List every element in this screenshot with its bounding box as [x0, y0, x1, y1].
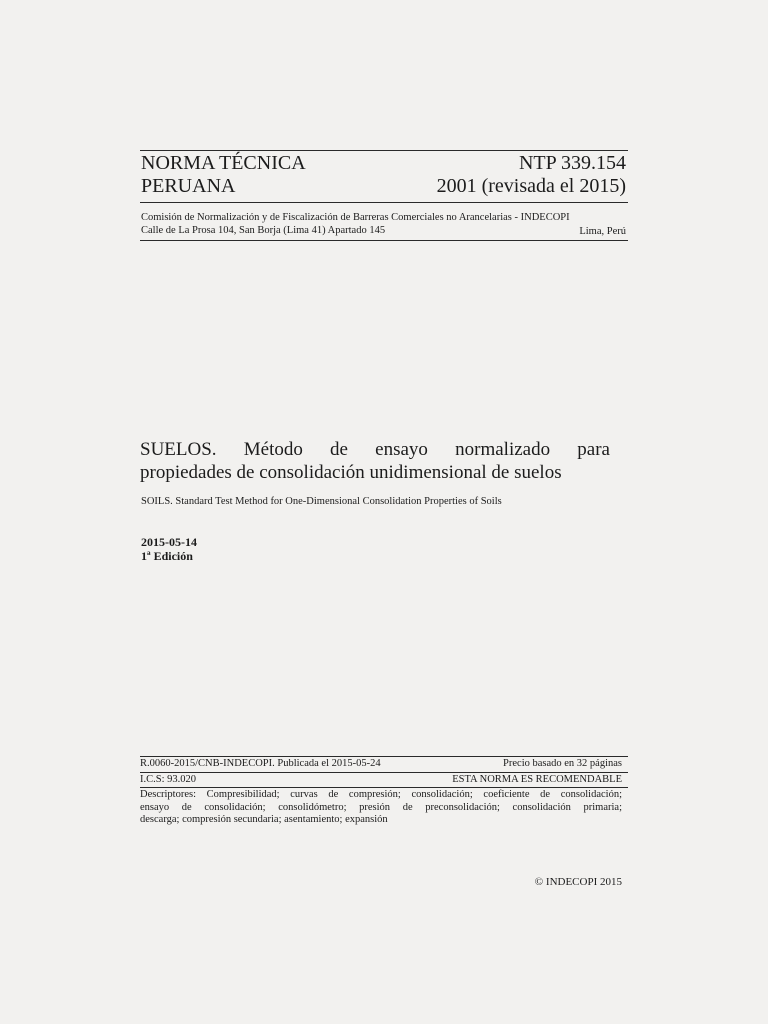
standard-type-line1: NORMA TÉCNICA: [141, 152, 306, 174]
standard-type-line2: PERUANA: [141, 175, 236, 197]
standard-number: NTP 339.154: [518, 152, 626, 174]
descriptors-line2: ensayo de consolidación; consolidómetro; presión de preconsolidación; consolidación primaria;: [140, 801, 622, 813]
resolution-text: R.0060-2015/CNB-INDECOPI. Publicada el 2015-05-24: [140, 758, 381, 769]
footer-row-resolution: [140, 758, 622, 770]
commission-rule: [140, 240, 628, 241]
price-text: Precio basado en 32 páginas: [503, 758, 622, 769]
descriptors: [140, 789, 622, 827]
title-line2: propiedades de consolidación unidimensional de suelos: [140, 462, 562, 483]
header-bottom-rule: [140, 202, 628, 203]
header-top-rule: [140, 150, 628, 151]
footer-bottom-rule: [140, 787, 628, 788]
recommendation-text: ESTA NORMA ES RECOMENDABLE: [452, 774, 622, 785]
descriptors-line3: descarga; compresión secundaria; asentamiento; expansión: [140, 814, 388, 825]
edition-date: 2015-05-14: [141, 535, 197, 549]
copyright: © INDECOPI 2015: [534, 876, 622, 888]
footer-middle-rule: [140, 772, 628, 773]
standard-revision: 2001 (revisada el 2015): [436, 175, 626, 197]
descriptors-line1: Descriptores: Compresibilidad; curvas de compresión; consolidación; coeficiente de consolidación;: [140, 789, 622, 800]
commission-city: Lima, Perú: [579, 226, 626, 237]
commission-name: Comisión de Normalización y de Fiscalización de Barreras Comerciales no Arancelarias - INDECOPI: [141, 212, 570, 223]
ics-text: I.C.S: 93.020: [140, 774, 197, 785]
title-english: SOILS. Standard Test Method for One-Dimensional Consolidation Properties of Soils: [141, 496, 502, 507]
edition-number: 1ª Edición: [141, 549, 193, 563]
footer-top-rule: [140, 756, 628, 757]
footer-row-ics: [140, 774, 622, 786]
title-line1: SUELOS. Método de ensayo normalizado para: [140, 439, 610, 460]
commission-address: Calle de La Prosa 104, San Borja (Lima 41) Apartado 145: [141, 225, 386, 236]
